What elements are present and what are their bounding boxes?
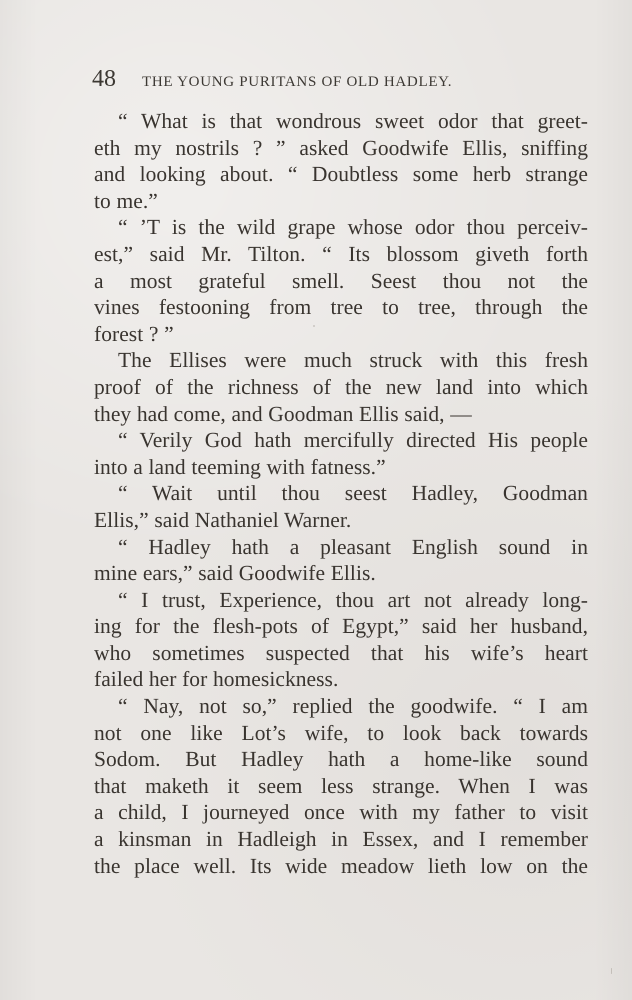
- text-line: “ Nay, not so,” replied the goodwife. “ I am: [118, 694, 588, 719]
- text-line: “ ’T is the wild grape whose odor thou perceiv-: [118, 215, 588, 240]
- text-line: ing for the flesh-pots of Egypt,” said her husband,: [94, 614, 588, 639]
- text-line: Ellis,” said Nathaniel Warner.: [94, 507, 352, 532]
- text-line: that maketh it seem less strange. When I was: [94, 773, 588, 798]
- text-line: “ Wait until thou seest Hadley, Goodman: [118, 481, 588, 506]
- text-line: vines festooning from tree to tree, through the: [94, 295, 588, 320]
- text-line: Sodom. But Hadley hath a home-like sound: [94, 747, 588, 772]
- text-line: proof of the richness of the new land into which: [94, 374, 588, 399]
- running-head: THE YOUNG PURITANS OF OLD HADLEY.: [142, 74, 453, 90]
- text-line: a most grateful smell. Seest thou not the: [94, 268, 588, 293]
- text-line: mine ears,” said Goodwife Ellis.: [94, 561, 376, 586]
- text-line: est,” said Mr. Tilton. “ Its blossom giveth forth: [94, 241, 588, 266]
- paper-speck: [313, 325, 315, 327]
- text-line: to me.”: [94, 188, 158, 213]
- text-line: forest ? ”: [94, 321, 174, 346]
- body-text: [94, 108, 588, 879]
- text-line: failed her for homesickness.: [94, 667, 339, 692]
- paper-speck: [611, 968, 612, 974]
- text-line: “ I trust, Experience, thou art not already long-: [118, 587, 588, 612]
- text-line: eth my nostrils ? ” asked Goodwife Ellis, sniffing: [94, 135, 588, 160]
- text-line: “ Verily God hath mercifully directed His people: [118, 428, 588, 453]
- text-line: a kinsman in Hadleigh in Essex, and I remember: [94, 827, 588, 852]
- page-header: [92, 67, 532, 95]
- text-line: who sometimes suspected that his wife’s heart: [94, 640, 588, 665]
- text-line: a child, I journeyed once with my father to visit: [94, 800, 588, 825]
- text-line: “ What is that wondrous sweet odor that greet-: [118, 109, 588, 133]
- text-line: The Ellises were much struck with this fresh: [118, 348, 588, 373]
- text-line: not one like Lot’s wife, to look back towards: [94, 720, 588, 745]
- text-line: into a land teeming with fatness.”: [94, 454, 386, 479]
- text-line: “ Hadley hath a pleasant English sound in: [118, 534, 588, 559]
- text-line: they had come, and Goodman Ellis said, —: [94, 401, 472, 426]
- text-line: the place well. Its wide meadow lieth low on the: [94, 853, 588, 878]
- text-line: and looking about. “ Doubtless some herb strange: [94, 162, 588, 187]
- page-number: 48: [92, 66, 116, 92]
